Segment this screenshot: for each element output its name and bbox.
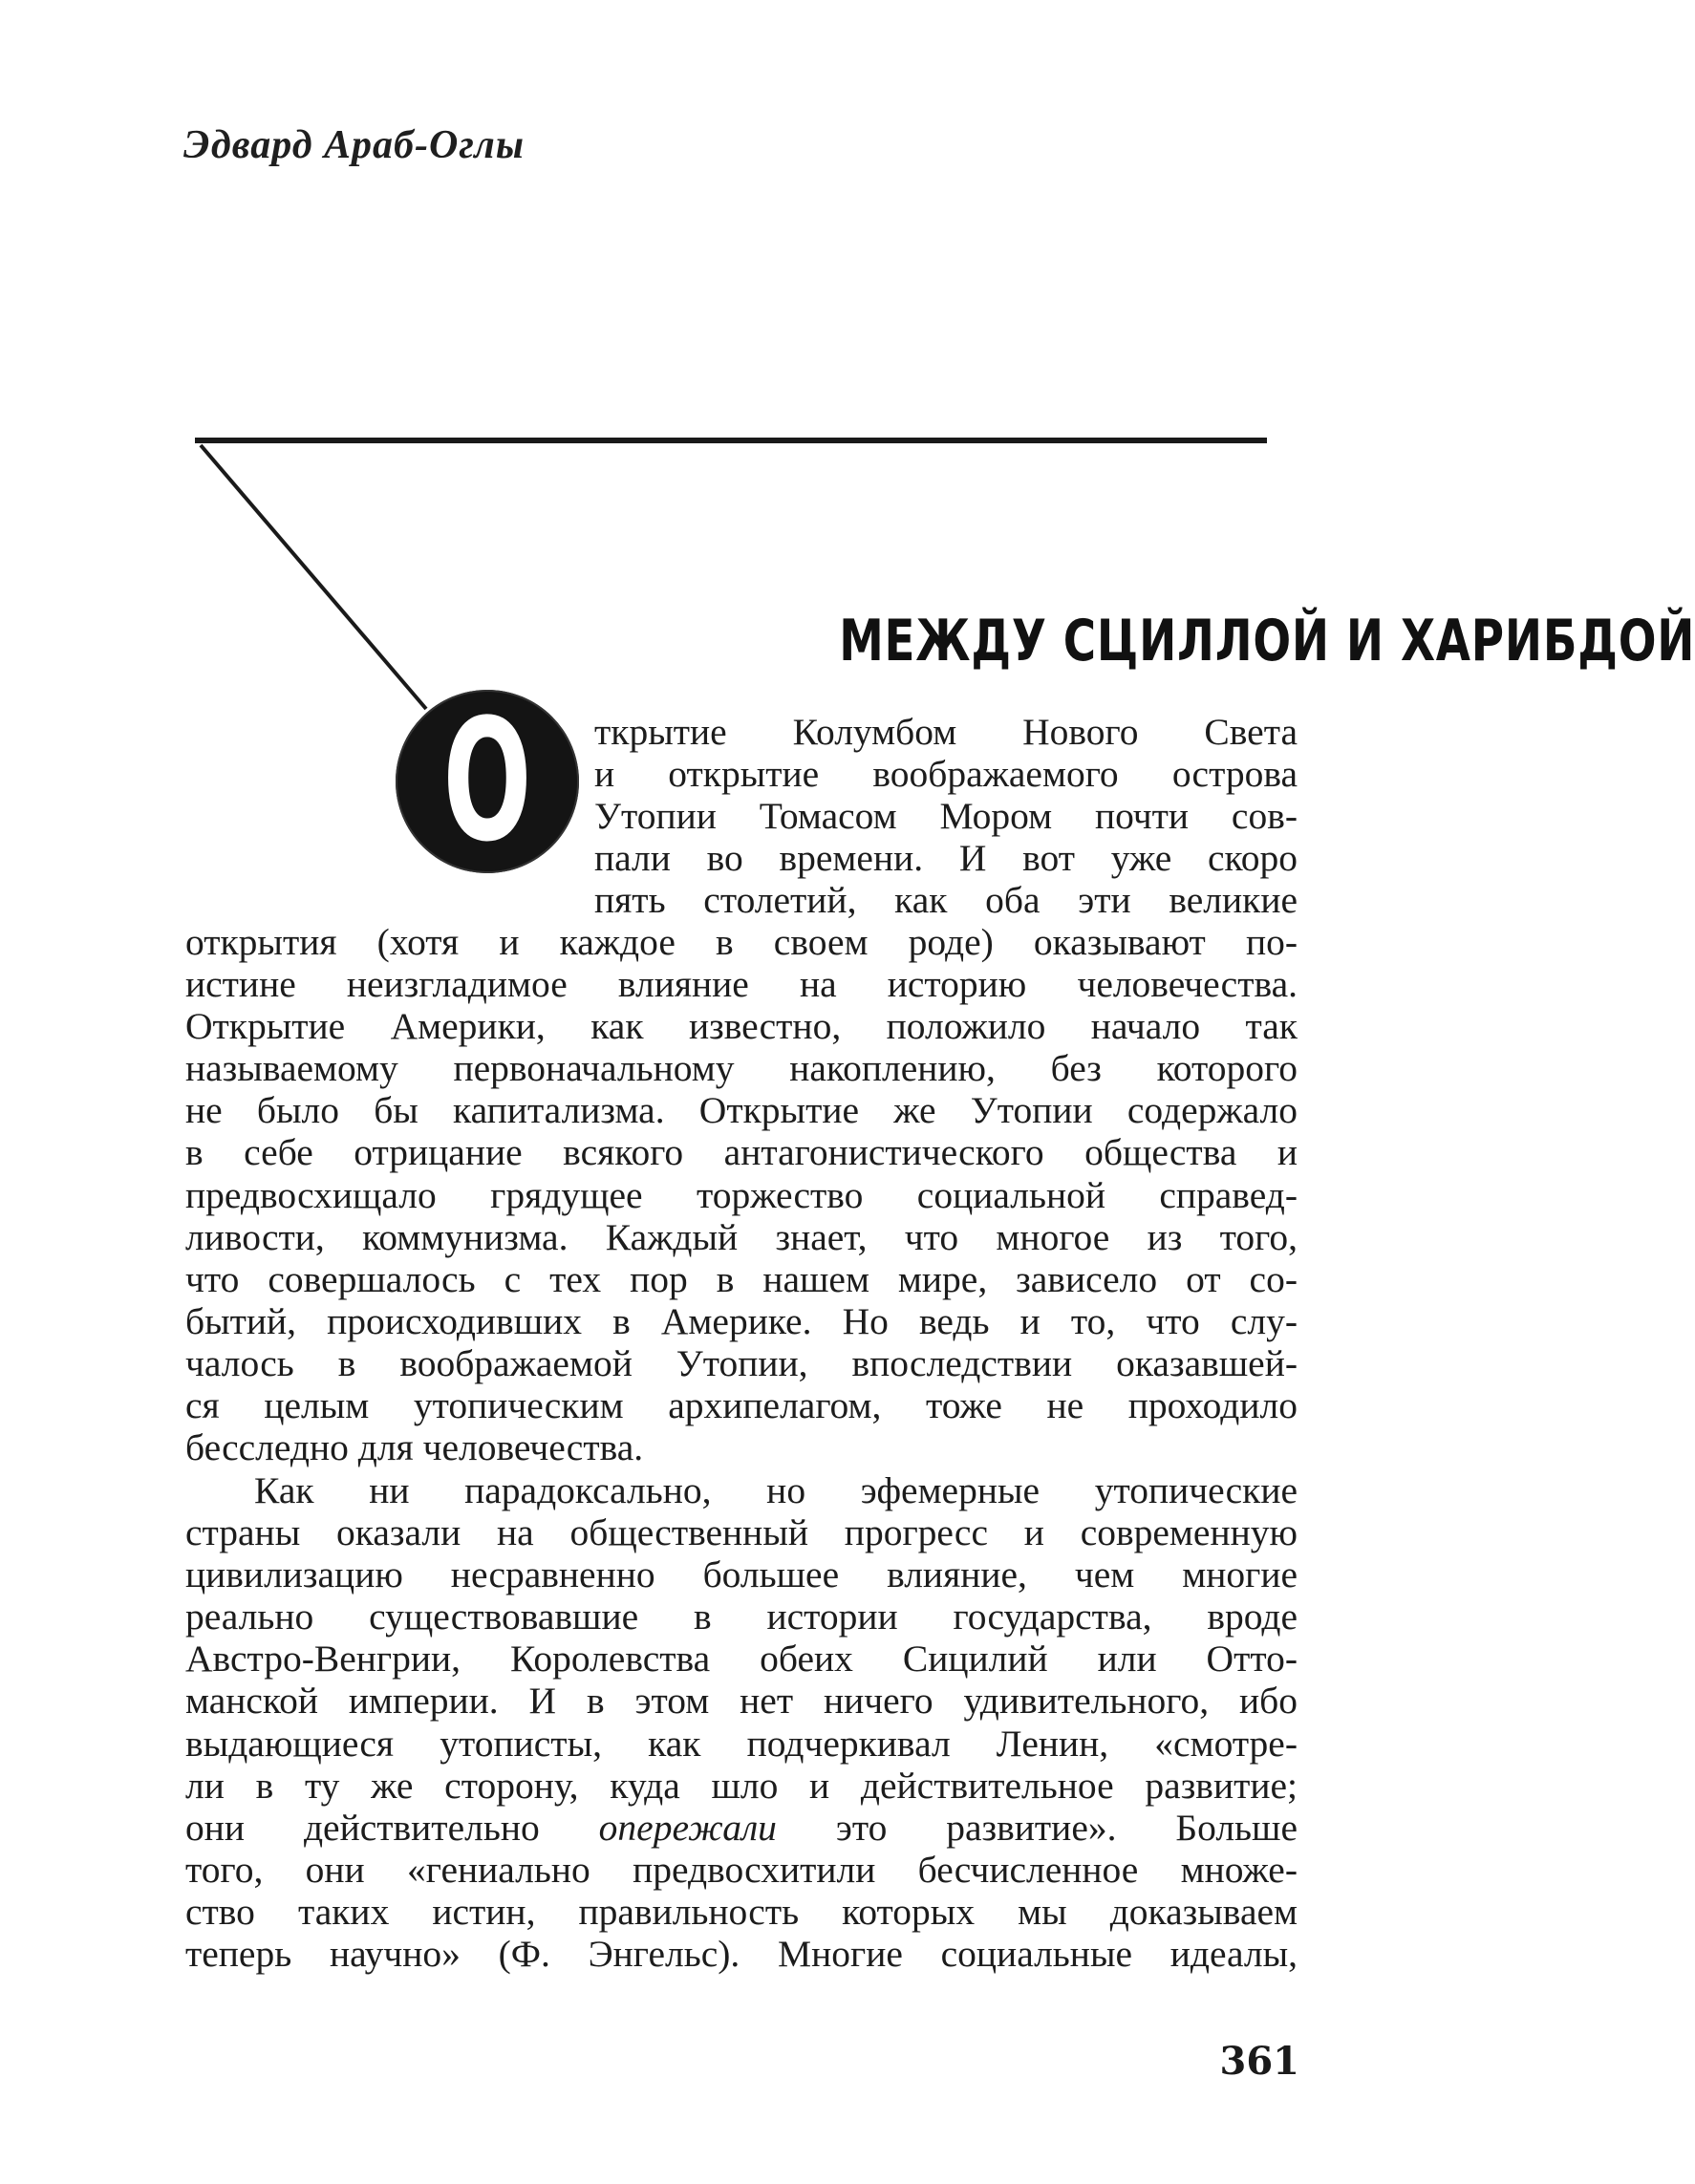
text-line: ткрытие Колумбом Нового Света bbox=[594, 711, 1298, 753]
text-line: реально существовавшие в истории государства, вроде bbox=[185, 1595, 1298, 1638]
paragraph-1 bbox=[185, 921, 1298, 1468]
text-line: что совершалось с тех пор в нашем мире, зависело от со- bbox=[185, 1257, 1298, 1300]
paragraph-2 bbox=[185, 1469, 1298, 1975]
lead-paragraph bbox=[594, 711, 1298, 921]
text-line: в себе отрицание всякого антагонистического общества и bbox=[185, 1131, 1298, 1174]
text-line: выдающиеся утописты, как подчеркивал Ленин, «смотре- bbox=[185, 1722, 1298, 1765]
text-line: не было бы капитализма. Открытие же Утопии содержало bbox=[185, 1089, 1298, 1132]
text-line: манской империи. И в этом нет ничего удивительного, ибо bbox=[185, 1680, 1298, 1723]
author-name: Эдвард Араб-Оглы bbox=[183, 123, 525, 167]
text-line-with-emphasis bbox=[185, 1807, 1298, 1849]
text-line: Как ни парадоксально, но эфемерные утопические bbox=[254, 1469, 1298, 1511]
text-line: того, они «гениально предвосхитили бесчисленное множе- bbox=[185, 1848, 1298, 1891]
text-line: и открытие воображаемого острова bbox=[594, 753, 1298, 796]
drop-cap-letter: О bbox=[442, 683, 532, 879]
page-number: 361 bbox=[1219, 2039, 1299, 2084]
text-line: теперь научно» (Ф. Энгельс). Многие социальные идеалы, bbox=[185, 1933, 1298, 1976]
text-line: предвосхищало грядущее торжество социальной справед- bbox=[185, 1173, 1298, 1216]
text-fragment: они действительно bbox=[185, 1806, 599, 1849]
text-line: цивилизацию несравненно большее влияние, чем многие bbox=[185, 1553, 1298, 1596]
text-line: пять столетий, как оба эти великие bbox=[594, 879, 1298, 922]
text-line: бытий, происходивших в Америке. Но ведь и то, что слу- bbox=[185, 1299, 1298, 1342]
diagonal-rule bbox=[201, 445, 426, 709]
text-line: ли в ту же сторону, куда шло и действительное развитие; bbox=[185, 1764, 1298, 1807]
text-line: чалось в воображаемой Утопии, впоследствии оказавшей- bbox=[185, 1341, 1298, 1384]
text-line: страны оказали на общественный прогресс и современную bbox=[185, 1511, 1298, 1554]
drop-cap-circle bbox=[396, 683, 579, 879]
text-line: ся целым утопическим архипелагом, тоже не проходило bbox=[185, 1384, 1298, 1427]
text-line: бесследно для человечества. bbox=[185, 1426, 644, 1469]
text-line: ство таких истин, правильность которых мы доказываем bbox=[185, 1890, 1298, 1933]
article-title: МЕЖДУ СЦИЛЛОЙ И ХАРИБДОЙ bbox=[839, 608, 1695, 674]
emphasized-word: опережали bbox=[598, 1806, 777, 1849]
text-line: называемому первоначальному накоплению, без которого bbox=[185, 1047, 1298, 1090]
text-fragment: это развитие». Больше bbox=[776, 1806, 1298, 1849]
text-line: истине неизгладимое влияние на историю человечества. bbox=[185, 963, 1298, 1006]
text-line: пали во времени. И вот уже скоро bbox=[594, 837, 1298, 880]
text-line: Утопии Томасом Мором почти сов- bbox=[594, 795, 1298, 838]
text-line: ливости, коммунизма. Каждый знает, что многое из того, bbox=[185, 1215, 1298, 1258]
text-line: Австро-Венгрии, Королевства обеих Сицилий или Отто- bbox=[185, 1638, 1298, 1681]
text-line: Открытие Америки, как известно, положило начало так bbox=[185, 1005, 1298, 1048]
text-line: открытия (хотя и каждое в своем роде) оказывают по- bbox=[185, 921, 1298, 963]
